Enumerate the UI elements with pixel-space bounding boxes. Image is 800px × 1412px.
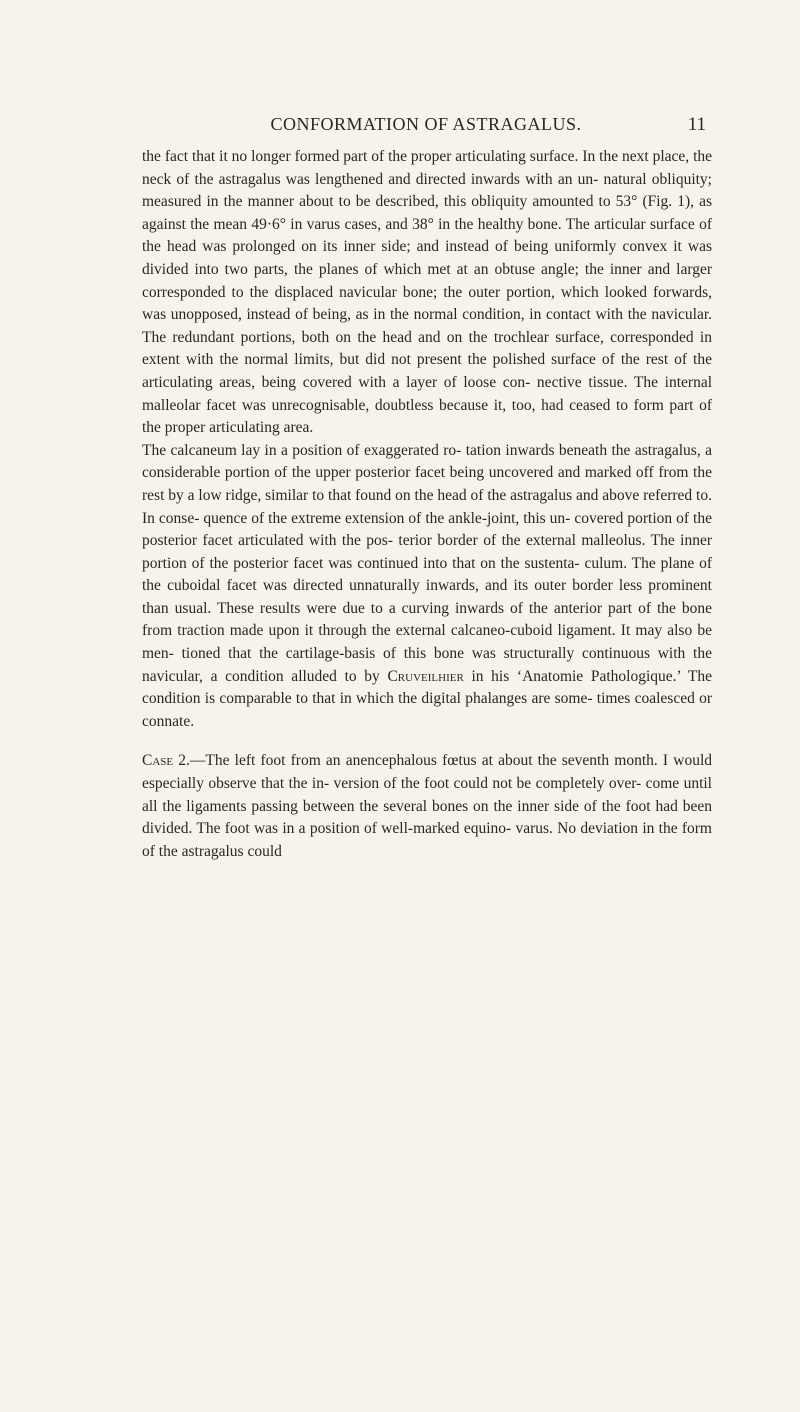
case-label: Case 2. — [142, 752, 190, 770]
paragraph-calcaneum — [142, 440, 712, 734]
author-name: Cruveilhier — [387, 667, 464, 685]
body-text — [142, 146, 712, 863]
paragraph-text: the fact that it no longer formed part of the proper articulating surface. In the next place, the neck of the astragalus was lengthened and directed inwards with an un- natural obliquity; measured in the manner about to be described, this obliquity amounted to 53° (Fig. 1), as against the mean 49·6° in varus cases, and 38° in the healthy bone. The articular surface of the head was prolonged on its inner side; and instead of being uniformly convex it was divided into two parts, the planes of which met at an obtuse angle; the inner and larger corresponded to the displaced navicular bone; the outer portion, which looked forwards, was unopposed, instead of being, as in the normal condition, in contact with the navicular. The redundant portions, both on the head and on the trochlear surface, corresponded in extent with the normal limits, but did not present the polished surface of the rest of the articulating areas, being covered with a layer of loose con- nective tissue. The internal malleolar facet was unrecognisable, doubtless because it, too, had ceased to form part of the proper articulating area. — [142, 148, 712, 437]
running-title: CONFORMATION OF ASTRAGALUS. — [270, 114, 582, 134]
paragraph-astragalus — [142, 146, 712, 440]
running-head — [146, 114, 706, 140]
paragraph-text: —The left foot from an anencephalous fœtus at about the seventh month. I would especially observe that the in- version of the foot could not be completely over- come until all the ligaments passing between the several bones on the inner side of the foot had been divided. The foot was in a position of well-marked equino- varus. No deviation in the form of the astragalus could — [142, 752, 713, 860]
paragraph-case-2 — [142, 750, 712, 863]
page-number: 11 — [687, 114, 706, 135]
paragraph-text: The calcaneum lay in a position of exaggerated ro- tation inwards beneath the astragalus, a considerable portion of the upper posterior facet being uncovered and marked off from the rest by a low ridge, similar to that found on the head of the astragalus and above referred to. In conse- quence of the extreme extension of the ankle-joint, this un- covered portion of the posterior facet articulated with the pos- terior border of the external malleolus. The inner portion of the posterior facet was continued into that on the sustenta- culum. The plane of the cuboidal facet was directed unnaturally inwards, and its outer border less prominent than usual. These results were due to a curving inwards of the anterior part of the bone from traction made upon it through the external calcaneo-cuboid ligament. It may also be men- tioned that the cartilage-basis of this bone was structurally continuous with the navicular, a condition alluded to by — [142, 441, 712, 685]
paragraph-text-continued: in his ‘Anatomie Pathologique.’ The condition is comparable to that in which the digital phalanges are some- times coalesced or connate. — [142, 667, 713, 730]
